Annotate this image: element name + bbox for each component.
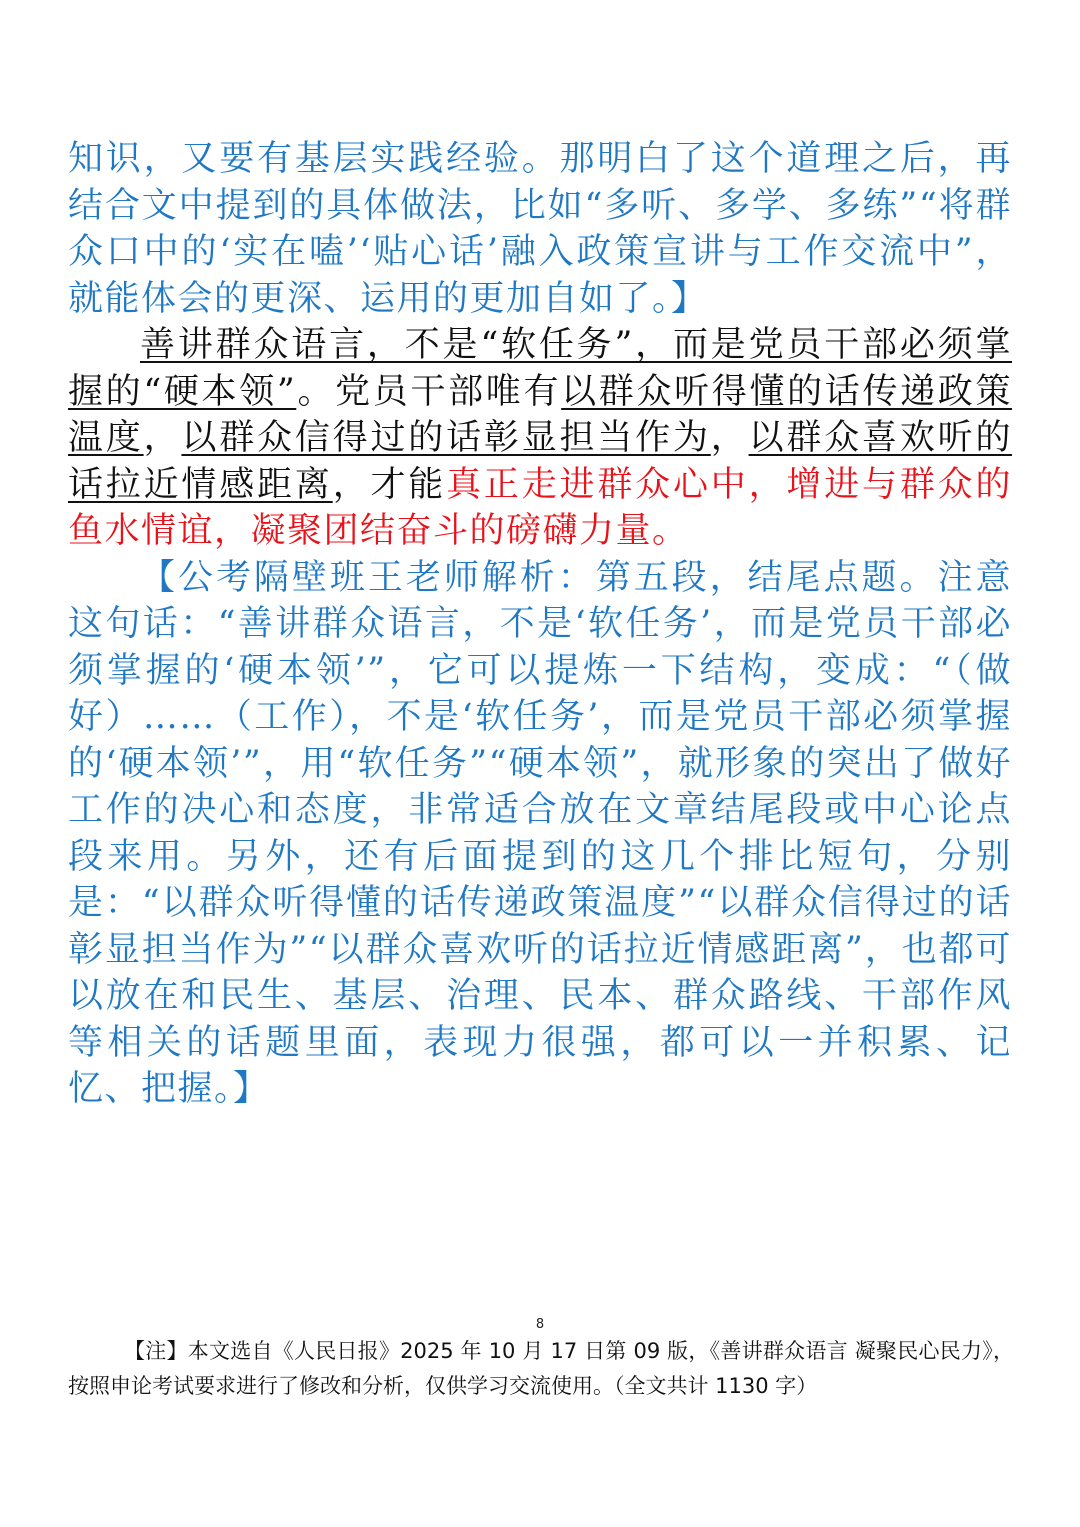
body-text-fragment: ， (143, 418, 182, 458)
underlined-phrase: 以群众信得过的话彰显担当作为 (181, 418, 711, 458)
analysis-paragraph: 【公考隔壁班王老师解析：第五段，结尾点题。注意这句话：“善讲群众语言，不是‘软任务’，而是党员干部必须掌握的‘硬本领’”，它可以提炼一下结构，变成：“（做好）……（工作），不是‘软任务’，而是党员干部必须掌握的‘硬本领’”，用“软任务”“硬本领”，就形象的突出了做好工作的决心和态度，非常适合放在文章结尾段或中心论点段来用。另外，还有后面提到的这几个排比短句，分别是：“以群众听得懂的话传递政策温度”“以群众信得过的话彰显担当作为”“以群众喜欢听的话拉近情感距离”，也都可以放在和民生、基层、治理、民本、群众路线、干部作风等相关的话题里面，表现力很强，都可以一并积累、记忆、把握。】 (68, 557, 1012, 1109)
underlined-phrase: 以群众喜欢听的话拉近情感距离 (68, 418, 1012, 505)
body-text (68, 136, 1012, 1113)
page-number: 8 (535, 1317, 545, 1332)
body-text-fragment: ， (710, 418, 749, 458)
article-paragraph (68, 322, 1012, 555)
body-text-fragment: 。党员干部唯有 (296, 371, 562, 412)
highlighted-conclusion: 真正走进群众心中，增进与群众的鱼水情谊，凝聚团结奋斗的磅礴力量。 (68, 464, 1012, 551)
underlined-phrase: 以群众听得懂的话传递政策温度 (68, 371, 1012, 458)
underlined-phrase: 善讲群众语言，不是“软任务”，而是党员干部必须掌握的“硬本领” (68, 325, 1012, 412)
analysis-paragraph-continued: 知识，又要有基层实践经验。那明白了这个道理之后，再结合文中提到的具体做法，比如“多听、多学、多练”“将群众口中的‘实在嗑’‘贴心话’融入政策宣讲与工作交流中”，就能体会的更深、运用的更加自如了。】 (68, 139, 1012, 319)
source-note: 【注】本文选自《人民日报》2025 年 10 月 17 日第 09 版，《善讲群众语言 凝聚民心民力》，按照申论考试要求进行了修改和分析，仅供学习交流使用。（全文共计 1130 字） (68, 1339, 1014, 1398)
body-text-fragment: ，才能 (332, 464, 447, 505)
